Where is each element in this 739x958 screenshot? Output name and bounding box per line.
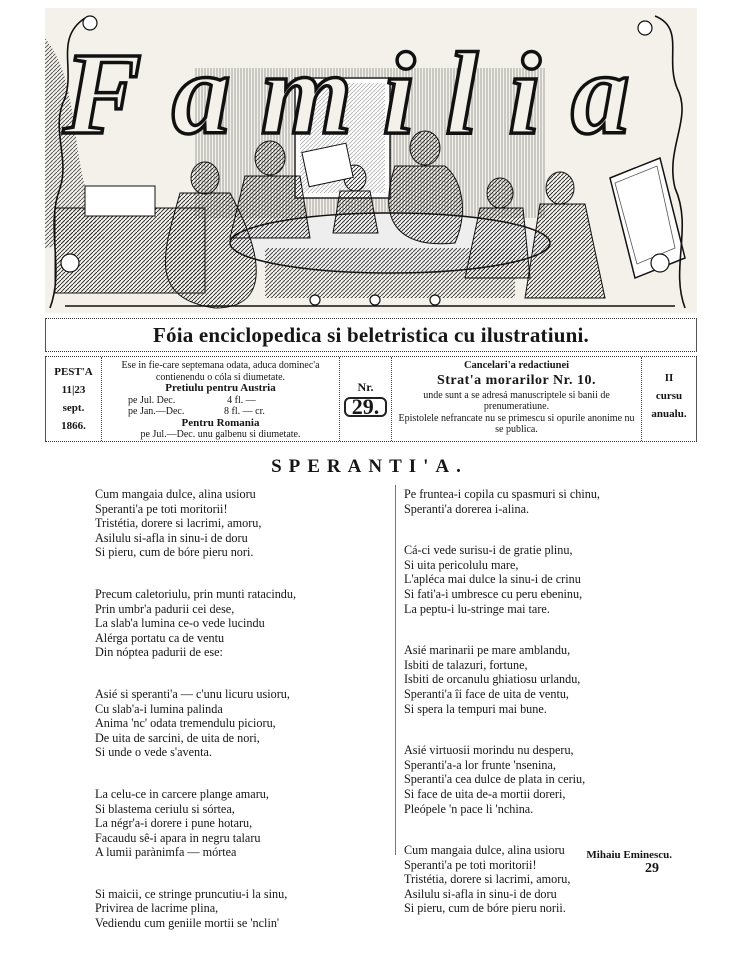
poem-line: Asié si speranti'a — c'unu licuru usioru, (95, 686, 290, 701)
poem-line: Isbiti de orcanulu ghiatiosu urlandu, (404, 672, 581, 687)
poem-line: Asilulu si-afla in sinu-i de doru (404, 886, 557, 901)
poem-line: Vediendu cum geniile mortii se 'nclin' (95, 916, 280, 931)
poem-line: Precum caletoriulu, prin munti ratacindu, (95, 586, 297, 601)
poem-stanza (95, 787, 385, 860)
office-heading: Cancelari'a redactiunei (463, 360, 570, 371)
poem-line: Cá-ci vede surisu-i de gratie plinu, (404, 543, 573, 558)
office-address: Strat'a morarilor Nr. 10. (436, 372, 597, 388)
poem-line: A lumii parànimfa — mórtea (95, 845, 237, 860)
masthead-title: Familia (63, 28, 660, 159)
poem-stanza (404, 743, 694, 816)
austria-price-line (106, 406, 335, 418)
poem-line: Si unde o vede s'aventa. (95, 745, 212, 760)
poem-line: Asié virtuosii morindu nu desperu, (404, 743, 574, 758)
publication-year-cell (641, 357, 697, 441)
poem-line: Cu slab'a-i lumina palinda (95, 701, 223, 716)
poem-stanza (404, 543, 694, 616)
poem-line: La slab'a lumina ce-o vede lucindu (95, 616, 265, 631)
poem-line: Tristétia, dorere si lacrimi, amoru, (95, 516, 262, 531)
poem-line: Privirea de lacrime plina, (95, 901, 219, 916)
poem-stanza (404, 487, 694, 516)
poem-line: Din nóptea padurii de ese: (95, 645, 223, 660)
poem-line: Prin umbr'a padurii cei dese, (95, 601, 235, 616)
poem-line: Asié marinarii pe mare amblandu, (404, 643, 571, 658)
subscription-info (101, 357, 339, 441)
poem-line: Anima 'nc' odata tremendulu picioru, (95, 716, 276, 731)
issue-number: 29. (344, 397, 388, 417)
poem-line: Speranti'a dorerea i-alina. (404, 501, 530, 516)
austria-price-amount: 4 fl. — (227, 394, 256, 406)
issue-number-cell (339, 357, 391, 441)
year-roman: II (664, 372, 674, 384)
poem-line: Si pieru, cum de bóre pieru nori. (95, 545, 254, 560)
poem-line: La peptu-i lu-stringe mai tare. (404, 601, 550, 616)
poem-line: L'apléca mai dulce la sinu-i de crinu (404, 572, 581, 587)
issue-year: 1866. (61, 420, 86, 432)
poem-column-left (95, 487, 385, 958)
subscription-intro: Ese in fie-care septemana odata, aduca dominec'a contienendu o cóla si diumetate. (121, 360, 320, 383)
poem-stanza (95, 887, 385, 931)
poem-stanza (95, 487, 385, 560)
masthead-engraving (45, 8, 697, 313)
poem-line: Cum mangaia dulce, alina usioru (404, 843, 565, 858)
year-word: cursu (655, 390, 683, 402)
poem-line: Asilulu si-afla in sinu-i de doru (95, 530, 248, 545)
poem-stanza (404, 643, 694, 716)
poem-line: Si fati'a-i umbresce cu peru ebeninu, (404, 586, 583, 601)
poem-line: Speranti'a pe toti moritorii! (95, 501, 228, 516)
poem-line: Speranti'a cea dulce de plata in ceriu, (404, 772, 586, 787)
poem-line: Si face de uita de-a mortii doreri, (404, 786, 566, 801)
poem-stanza (95, 687, 385, 760)
subtitle-band (45, 318, 697, 352)
poem-line: La celu-ce in carcere plange amaru, (95, 786, 269, 801)
poem-line: Pleópele 'n pace li 'nchina. (404, 801, 534, 816)
issue-month: sept. (62, 402, 85, 414)
publication-subtitle: Fóia enciclopedica si beletristica cu ilustratiuni. (153, 322, 589, 347)
poem-line: Tristétia, dorere si lacrimi, amoru, (404, 872, 571, 887)
engraving-illustration (45, 8, 697, 313)
poem-line: La négr'a-i dorere i pune hotaru, (95, 816, 253, 831)
romania-price-heading: Pentru Romania (181, 416, 260, 429)
issue-date: 11|23 (61, 384, 86, 396)
year-annual: anualu. (651, 408, 687, 420)
issue-place-date (45, 357, 101, 441)
poem-author: Mihaiu Eminescu. (586, 849, 672, 861)
poem-line: Facaudu sê-i apara in negru talaru (95, 830, 261, 845)
austria-price-period: pe Jan.—Dec. (128, 406, 185, 417)
office-note-manuscripts: unde sunt a se adresá manuscriptele si banii de prenumeratiune. (423, 389, 610, 412)
poem-line: Si blastema ceriulu si sórtea, (95, 801, 235, 816)
place-name: PEST'A (54, 366, 93, 378)
poem-line: Si spera la tempuri mai bune. (404, 701, 547, 716)
editorial-office-info (391, 357, 641, 441)
poem-line: Pe fruntea-i copila cu spasmuri si chinu, (404, 487, 600, 501)
poem-line: Alérga portatu ca de ventu (95, 630, 225, 645)
poem-line: Cum mangaia dulce, alina usioru (95, 487, 256, 501)
issue-number-label: Nr. (357, 379, 374, 394)
poem-line: De uita de sarcini, de uita de nori, (95, 730, 260, 745)
poem-stanza (95, 587, 385, 660)
poem-line: Si uita pericolulu mare, (404, 557, 519, 572)
romania-price-line: pe Jul.—Dec. unu galbenu si diumetate. (140, 429, 301, 440)
austria-price-period: pe Jul. Dec. (128, 394, 176, 406)
issue-info-row (45, 356, 697, 442)
poem-line: Si pieru, cum de bóre pieru norii. (404, 901, 566, 916)
austria-price-amount: 8 fl. — cr. (224, 406, 265, 417)
poem-line: Speranti'a pe toti moritorii! (404, 857, 537, 872)
poem-line: Speranti'a îi face de uita de ventu, (404, 686, 569, 701)
office-note-letters: Epistolele nefrancate nu se primescu si opurile anonime nu se publica. (398, 412, 635, 435)
page-number: 29 (645, 861, 659, 876)
column-divider (395, 485, 396, 855)
poem-line: Si maicii, ce stringe pruncutiu-i la sinu, (95, 886, 288, 901)
austria-price-line (106, 395, 335, 407)
poem-title: SPERANTI'A. (271, 456, 468, 477)
austria-price-heading: Pretiulu pentru Austria (165, 382, 276, 394)
poem-line: Speranti'a-a lor frunte 'nsenina, (404, 757, 556, 772)
poem-line: Isbiti de talazuri, fortune, (404, 657, 528, 672)
